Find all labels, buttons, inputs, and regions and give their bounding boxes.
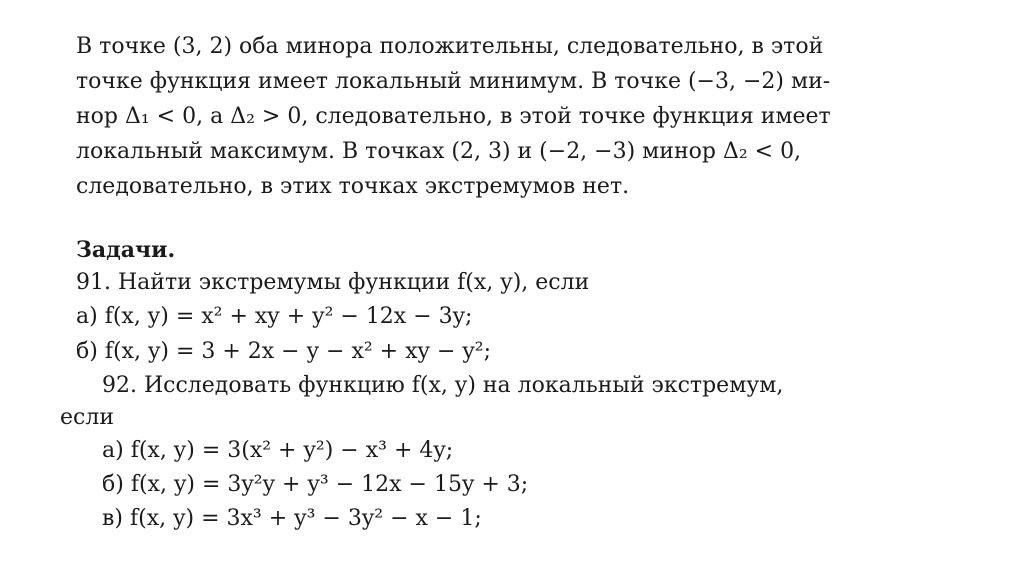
problem-92-part-c: в) f(x, y) = 3x³ + y³ − 3y² − x − 1; bbox=[102, 506, 482, 531]
problem-92-statement: 92. Исследовать функцию f(x, y) на локальный экстремум, bbox=[102, 373, 784, 398]
paragraph-line: точке функция имеет локальный минимум. В точке (−3, −2) ми- bbox=[76, 69, 831, 94]
problem-92-part-b: б) f(x, y) = 3y²y + y³ − 12x − 15y + 3; bbox=[102, 472, 529, 497]
problem-92-part-a: а) f(x, y) = 3(x² + y²) − x³ + 4y; bbox=[102, 438, 454, 463]
paragraph-line: нор Δ₁ < 0, а Δ₂ > 0, следовательно, в этой точке функция имеет bbox=[76, 104, 831, 129]
tasks-heading: Задачи. bbox=[76, 237, 176, 263]
problem-91-statement: 91. Найти экстремумы функции f(x, y), если bbox=[76, 270, 590, 295]
paragraph-line: В точке (3, 2) оба минора положительны, следовательно, в этой bbox=[76, 34, 824, 59]
paragraph-line: следовательно, в этих точках экстремумов нет. bbox=[76, 174, 630, 199]
problem-91-part-a: а) f(x, y) = x² + xy + y² − 12x − 3y; bbox=[76, 304, 473, 329]
problem-92-continuation: если bbox=[60, 405, 114, 430]
paragraph-line: локальный максимум. В точках (2, 3) и (−2, −3) минор Δ₂ < 0, bbox=[76, 139, 802, 164]
problem-91-part-b: б) f(x, y) = 3 + 2x − y − x² + xy − y²; bbox=[76, 339, 492, 364]
